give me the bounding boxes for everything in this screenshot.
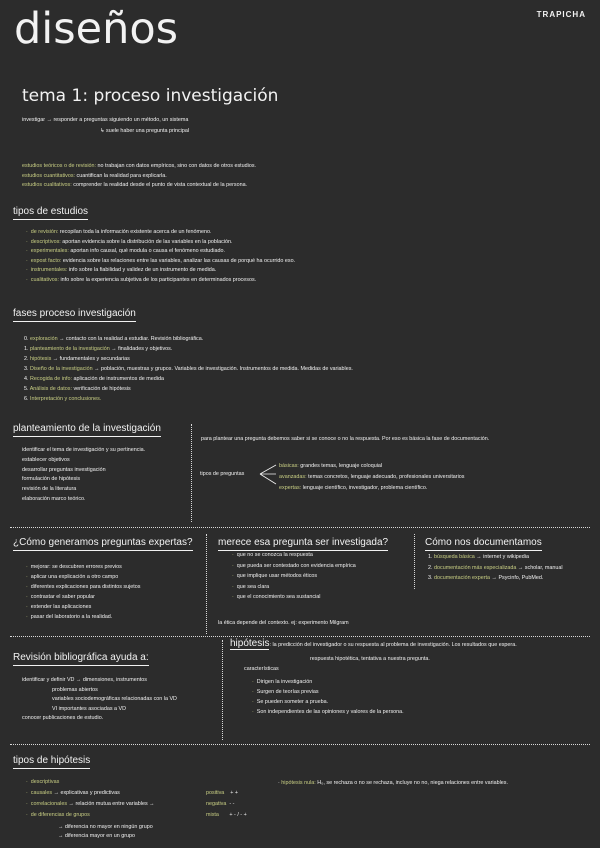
planteamiento-note: para plantear una pregunta debemos saber si se conoce o no la respuesta. Por eso es básica la fase de documentación.	[201, 436, 490, 442]
divider	[414, 534, 415, 589]
hipotesis-block	[230, 640, 517, 650]
tipos-estudios-heading: tipos de estudios	[13, 206, 88, 220]
list-item: formulación de hipótesis	[22, 476, 81, 483]
revision-heading: Revisión bibliográfica ayuda a:	[13, 652, 149, 666]
study-def-row	[22, 163, 256, 171]
list-item: · Surgen de teorías previas	[252, 687, 404, 697]
study-def-desc: comprender la realidad desde el punto de vista contextual de la persona.	[71, 182, 248, 189]
list-item: · contrastar el saber popular	[26, 592, 140, 602]
tipos-hipotesis-heading: tipos de hipótesis	[13, 755, 90, 769]
list-item: avanzadas: temas concretos, lenguaje adecuado, profesionales universitarios	[279, 474, 465, 480]
grupos-list	[58, 823, 153, 841]
list-item: · correlacionales → relación mutua entre variables →	[26, 799, 155, 810]
page-subtitle: tema 1: proceso investigación	[22, 86, 279, 106]
study-def-term: estudios teóricos o de revisión:	[22, 163, 97, 169]
planteamiento-list	[22, 446, 145, 505]
list-item: · que implique usar métodos éticos	[232, 571, 356, 582]
list-item: expertas: lenguaje científico, investigador, problema científico.	[279, 485, 428, 491]
tipos-estudios-list	[26, 228, 295, 286]
list-item: · que pueda ser contestado con evidencia empírica	[232, 561, 356, 572]
fase-item: 5. Análisis de datos: verificación de hipótesis	[24, 386, 131, 392]
list-item: · Se pueden someter a prueba.	[252, 697, 404, 707]
divider	[10, 744, 590, 745]
list-item: · mejorar: se descubren errores previos	[26, 562, 140, 572]
list-item: · que no se conozca la respuesta	[232, 550, 356, 561]
list-item: · Dirigen la investigación	[252, 677, 404, 687]
fases-heading: fases proceso investigación	[13, 308, 136, 322]
fase-item: 0. exploración → contacto con la realidad a estudiar. Revisión bibliográfica.	[24, 336, 204, 342]
signos-list	[206, 788, 247, 821]
intro-block: investigar → responder a preguntas siguiendo un método, un sistema	[22, 117, 189, 123]
list-item: variables sociodemográficas relacionadas con la VD	[52, 696, 177, 703]
list-item: 3. documentación experta → Psycinfo, PubMed.	[428, 575, 544, 581]
list-item: · diferentes explicaciones para distintos sujetos	[26, 582, 140, 592]
list-item: establecer objetivos	[22, 456, 70, 463]
list-item: · descriptivos: aportan evidencia sobre la distribución de las variables en la población.	[26, 238, 295, 248]
list-item: → diferencia mayor en un grupo	[58, 833, 136, 839]
list-item: básicas: grandes temas, lenguaje coloquial	[279, 463, 383, 469]
list-item: · cualitativos: info sobre la experiencia subjetiva de los participantes en determinados procesos.	[26, 276, 295, 286]
list-item: problemas abiertos	[52, 686, 98, 693]
list-item: · que el conocimiento sea sustancial	[232, 592, 356, 603]
merece-list	[232, 550, 356, 603]
list-item: · de revisión: recopilan toda la información existente acerca de un fenómeno.	[26, 228, 295, 238]
planteamiento-heading: planteamiento de la investigación	[13, 423, 161, 437]
study-def-term: estudios cualitativos:	[22, 182, 72, 189]
list-item: · extender las aplicaciones	[26, 602, 140, 612]
tipos-preguntas-label: tipos de preguntas	[200, 471, 245, 477]
list-item: · Son independientes de las opiniones y valores de la persona.	[252, 707, 404, 717]
list-item: · aplicar una explicación a otro campo	[26, 572, 140, 582]
tipos-hipotesis-list	[26, 777, 155, 821]
investigar-sub-text: suele haber una pregunta principal	[106, 128, 190, 134]
divider	[191, 424, 192, 522]
caracteristicas-list	[252, 677, 404, 717]
study-def-row	[22, 182, 256, 190]
divider	[206, 534, 207, 634]
investigar-sub: ↳ suele haber una pregunta principal	[100, 128, 190, 134]
list-item: · descriptivas	[26, 777, 155, 788]
list-item: 2. documentación más especializada → scholar, manual	[428, 564, 563, 571]
divider	[10, 527, 590, 528]
study-def-desc: cuantifican la realidad para explicarla.	[75, 172, 167, 179]
list-item: · de diferencias de grupos	[26, 810, 155, 821]
fase-item: 2. hipótesis → fundamentales y secundarias	[24, 356, 130, 362]
hipotesis-definition2: respuesta hipotética, tentativa a nuestra pregunta.	[310, 656, 430, 662]
list-item: identificar y definir VD → dimensiones, instrumentos	[22, 677, 147, 683]
list-item: conocer publicaciones de estudio.	[22, 715, 104, 722]
list-item: · pasar del laboratorio a la realidad.	[26, 612, 140, 622]
list-item: desarrollar preguntas investigación	[22, 466, 106, 473]
expertas-heading: ¿Cómo generamos preguntas expertas?	[13, 537, 193, 551]
hipotesis-definition: : la predicción del investigador o su respuesta al problema de investigación. Los resultados que espera.	[269, 642, 517, 648]
study-def-row	[22, 173, 256, 181]
list-item: · causales → explicativas y predictivas	[26, 788, 155, 799]
list-item: mixta + - / - +	[206, 812, 247, 818]
merece-heading: merece esa pregunta ser investigada?	[218, 537, 388, 551]
fases-list	[24, 334, 353, 404]
caracteristicas-label: características	[244, 666, 279, 672]
list-item: 1. búsqueda básica → internet y wikipedia	[428, 554, 530, 560]
list-item: · instrumentales: info sobre la fiabilidad y validez de un instrumento de medida.	[26, 266, 295, 276]
merece-footer: la ética depende del contexto. ej: experimento Milgram	[218, 620, 349, 626]
brand-label: TRAPICHA	[536, 10, 586, 19]
list-item: identificar el tema de investigación y su pertinencia.	[22, 447, 146, 453]
hipotesis-nula: · hipótesis nula: H₀, se rechaza o no se rechaza, incluye no no, niega relaciones entre variables.	[278, 780, 508, 786]
expertas-list	[26, 562, 140, 622]
fase-item: 6. Interpretación y conclusiones.	[24, 396, 102, 402]
hipotesis-heading: hipótesis	[230, 638, 270, 649]
tipos-preguntas-list	[279, 461, 465, 494]
list-item: → diferencia no mayor en ningún grupo	[58, 824, 153, 830]
documentamos-list	[428, 552, 563, 584]
list-item: · que sea clara	[232, 582, 356, 593]
list-item: revisión de la literatura	[22, 486, 77, 493]
study-defs	[22, 163, 256, 190]
investigar-def: responder a preguntas siguiendo un método, un sistema	[53, 117, 189, 123]
list-item: negativa - -	[206, 801, 235, 807]
list-item: · experimentales: aportan info causal, qué modula o causa el fenómeno estudiado.	[26, 247, 295, 257]
documentamos-heading: Cómo nos documentamos	[425, 537, 542, 551]
fase-item: 1. planteamiento de la investigación → finalidades y objetivos.	[24, 346, 173, 352]
list-item: elaboración marco teórico.	[22, 495, 86, 502]
list-item: positiva + +	[206, 790, 239, 796]
investigar-label: investigar	[22, 117, 46, 123]
list-item: · expost facto: evidencia sobre las relaciones entre las variables, analizar las causas de porqué ha ocurrido eso.	[26, 257, 295, 267]
fase-item: 4. Recogida de info: aplicación de instrumentos de medida	[24, 376, 164, 382]
divider	[10, 636, 590, 637]
fase-item: 3. Diseño de la investigación → población, muestras y grupos. Variables de investigación. Instrumentos de medida. Medidas de variables.	[24, 366, 353, 372]
study-def-desc: no trabajan con datos empíricos, sino con datos de otros estudios.	[96, 163, 257, 169]
revision-list	[22, 676, 177, 724]
brace-arrows	[258, 462, 280, 492]
study-def-term: estudios cuantitativos:	[22, 172, 76, 179]
page-title: diseños	[14, 4, 179, 54]
divider	[222, 640, 223, 740]
list-item: VI importantes asociadas a VD	[52, 705, 127, 712]
